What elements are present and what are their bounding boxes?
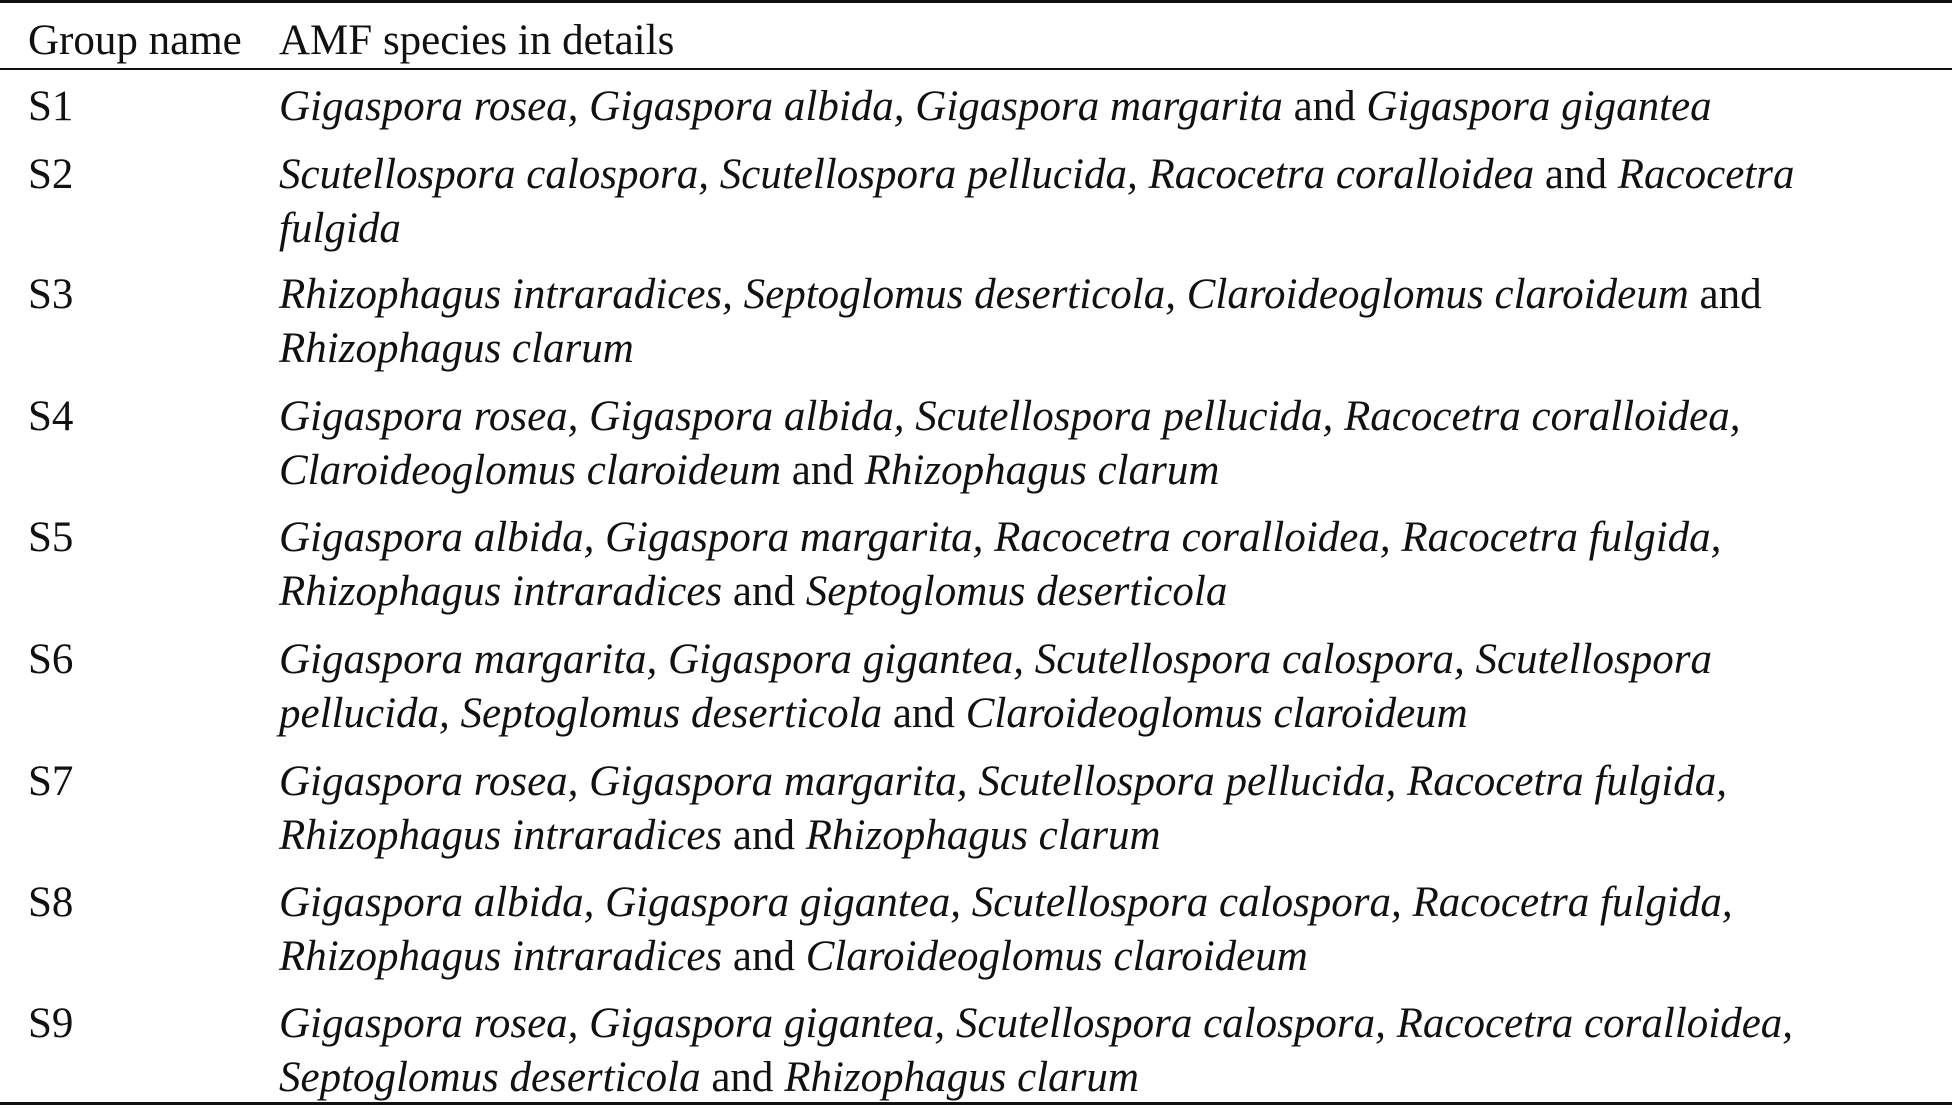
species-name: Gigaspora margarita, Gigaspora gigantea, Scutellospora calospora, Scutellospora xyxy=(279,636,1712,683)
group-name-cell: S3 xyxy=(28,271,74,318)
species-name: Rhizophagus intraradices xyxy=(279,933,723,980)
conjunction: and xyxy=(722,933,806,980)
species-name: Rhizophagus clarum xyxy=(784,1054,1139,1101)
species-name: Gigaspora albida, Gigaspora margarita, Racocetra coralloidea, Racocetra fulgida, xyxy=(279,514,1722,561)
group-name-cell: S4 xyxy=(28,393,74,440)
species-name: Gigaspora rosea, Gigaspora albida, Scutellospora pellucida, Racocetra coralloidea, xyxy=(279,393,1741,440)
species-line xyxy=(279,444,1939,498)
species-name: Gigaspora rosea, Gigaspora albida, Gigaspora margarita xyxy=(279,83,1283,130)
group-name-cell: S8 xyxy=(28,879,74,926)
species-cell xyxy=(279,755,1939,863)
species-name: Rhizophagus clarum xyxy=(864,447,1220,494)
species-line xyxy=(279,1051,1939,1105)
species-line xyxy=(279,565,1939,619)
table-bottom-rule xyxy=(0,1102,1952,1105)
species-line xyxy=(279,809,1939,863)
group-name-cell: S7 xyxy=(28,758,74,805)
group-name-cell: S1 xyxy=(28,83,74,130)
conjunction: and xyxy=(1282,83,1367,130)
conjunction: and xyxy=(722,568,806,615)
conjunction: and xyxy=(1688,271,1762,318)
species-name: fulgida xyxy=(279,205,401,252)
conjunction: and xyxy=(700,1054,785,1101)
species-cell xyxy=(279,997,1939,1105)
species-cell xyxy=(279,80,1939,134)
species-name: Gigaspora rosea, Gigaspora gigantea, Scutellospora calospora, Racocetra coralloidea, xyxy=(279,1000,1794,1047)
species-cell xyxy=(279,633,1939,741)
species-name: Claroideoglomus claroideum xyxy=(805,933,1308,980)
species-cell xyxy=(279,268,1939,376)
conjunction: and xyxy=(781,447,865,494)
species-name: Rhizophagus clarum xyxy=(279,325,634,372)
conjunction: and xyxy=(1534,151,1618,198)
species-line xyxy=(279,511,1939,565)
species-line xyxy=(279,687,1939,741)
species-line xyxy=(279,390,1939,444)
group-name-cell: S9 xyxy=(28,1000,74,1047)
species-name: Rhizophagus intraradices xyxy=(279,812,723,859)
species-line xyxy=(279,322,1939,376)
species-line xyxy=(279,80,1939,134)
species-cell xyxy=(279,390,1939,498)
species-cell xyxy=(279,148,1939,256)
species-name: Racocetra xyxy=(1617,151,1795,198)
species-line xyxy=(279,148,1939,202)
species-name: Septoglomus deserticola xyxy=(805,568,1228,615)
conjunction: and xyxy=(882,690,966,737)
group-name-cell: S6 xyxy=(28,636,74,683)
species-name: pellucida, Septoglomus deserticola xyxy=(279,690,883,737)
species-name: Claroideoglomus claroideum xyxy=(965,690,1468,737)
header-group-name: Group name xyxy=(28,17,242,64)
species-name: Rhizophagus intraradices xyxy=(279,568,723,615)
group-name-cell: S5 xyxy=(28,514,74,561)
species-cell xyxy=(279,876,1939,984)
header-rule xyxy=(0,68,1952,70)
table-top-rule xyxy=(0,0,1952,3)
species-name: Scutellospora calospora, Scutellospora pellucida, Racocetra coralloidea xyxy=(279,151,1535,198)
species-name: Gigaspora gigantea xyxy=(1366,83,1712,130)
species-name: Septoglomus deserticola xyxy=(279,1054,701,1101)
species-line xyxy=(279,268,1939,322)
conjunction: and xyxy=(722,812,806,859)
species-line xyxy=(279,997,1939,1051)
species-line xyxy=(279,202,1939,256)
species-line xyxy=(279,930,1939,984)
species-name: Gigaspora rosea, Gigaspora margarita, Scutellospora pellucida, Racocetra fulgida, xyxy=(279,758,1727,805)
species-cell xyxy=(279,511,1939,619)
species-line xyxy=(279,876,1939,930)
species-line xyxy=(279,755,1939,809)
group-name-cell: S2 xyxy=(28,151,74,198)
header-amf-species: AMF species in details xyxy=(279,17,675,64)
species-name: Gigaspora albida, Gigaspora gigantea, Scutellospora calospora, Racocetra fulgida, xyxy=(279,879,1733,926)
species-line xyxy=(279,633,1939,687)
species-name: Claroideoglomus claroideum xyxy=(279,447,782,494)
species-name: Rhizophagus clarum xyxy=(805,812,1161,859)
species-name: Rhizophagus intraradices, Septoglomus deserticola, Claroideoglomus claroideum xyxy=(279,271,1689,318)
